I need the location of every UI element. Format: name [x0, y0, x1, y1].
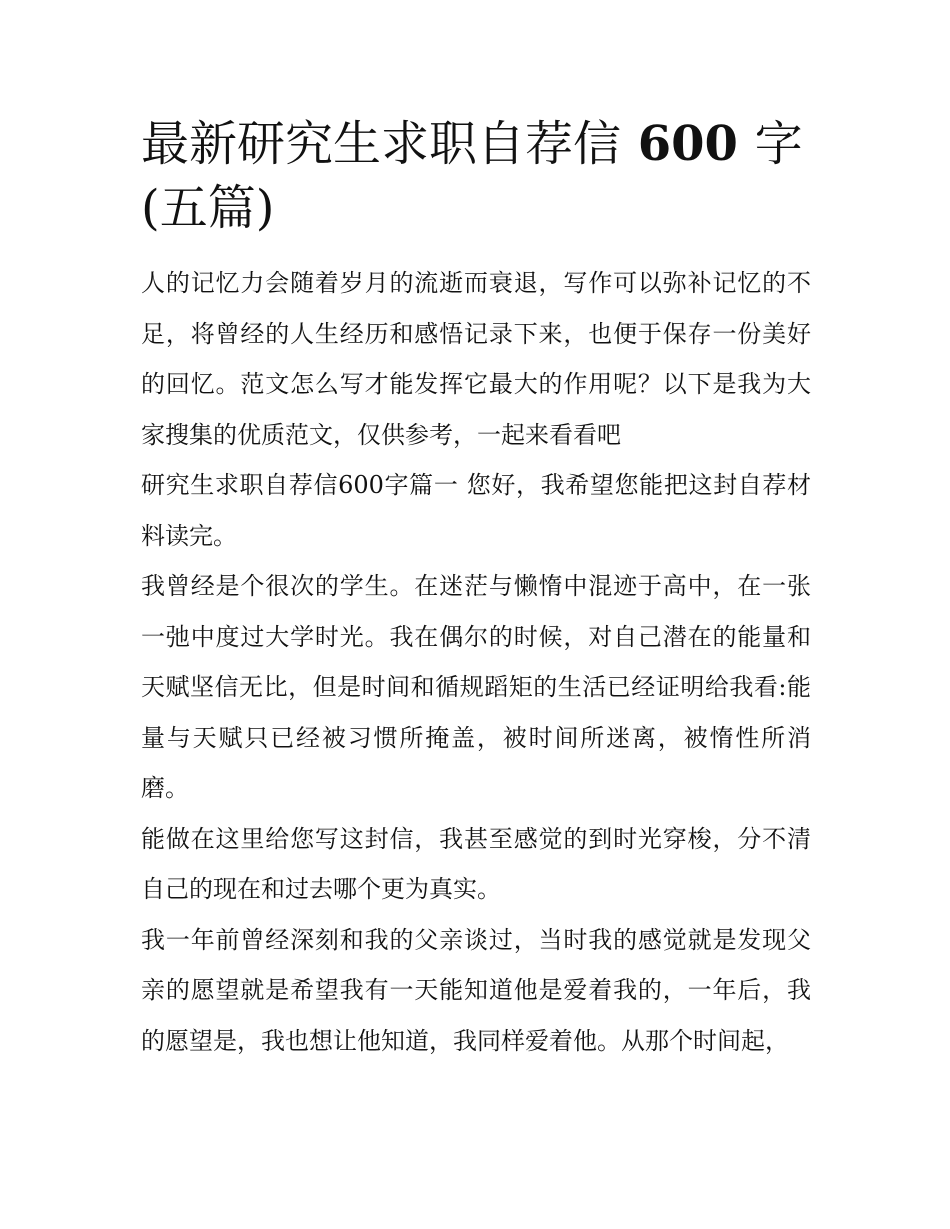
paragraph-section-one-opening: 研究生求职自荐信600字篇一 您好，我希望您能把这封自荐材料读完。 [141, 471, 811, 550]
document-page [141, 112, 811, 1066]
paragraph-student-past: 我曾经是个很次的学生。在迷茫与懒惰中混迹于高中，在一张一弛中度过大学时光。我在偶尔的时候，对自己潜在的能量和天赋坚信无比，但是时间和循规蹈矩的生活已经证明给我看:能量与天赋只已经被习惯所掩盖，被时间所迷离，被惰性所消磨。 [141, 572, 811, 802]
paragraph-intro: 人的记忆力会随着岁月的流逝而衰退，写作可以弥补记忆的不足，将曾经的人生经历和感悟记录下来，也便于保存一份美好的回忆。范文怎么写才能发挥它最大的作用呢？以下是我为大家搜集的优质范文，仅供参考，一起来看看吧 [141, 269, 811, 449]
paragraph-writing-letter: 能做在这里给您写这封信，我甚至感觉的到时光穿梭，分不清自己的现在和过去哪个更为真实。 [141, 824, 811, 903]
paragraph-father: 我一年前曾经深刻和我的父亲谈过，当时我的感觉就是发现父亲的愿望就是希望我有一天能知道他是爱着我的，一年后，我的愿望是，我也想让他知道，我同样爱着他。从那个时间起， [141, 925, 811, 1055]
document-title: 最新研究生求职自荐信 600 字(五篇) [141, 116, 803, 236]
title-number: 600 [621, 116, 755, 172]
